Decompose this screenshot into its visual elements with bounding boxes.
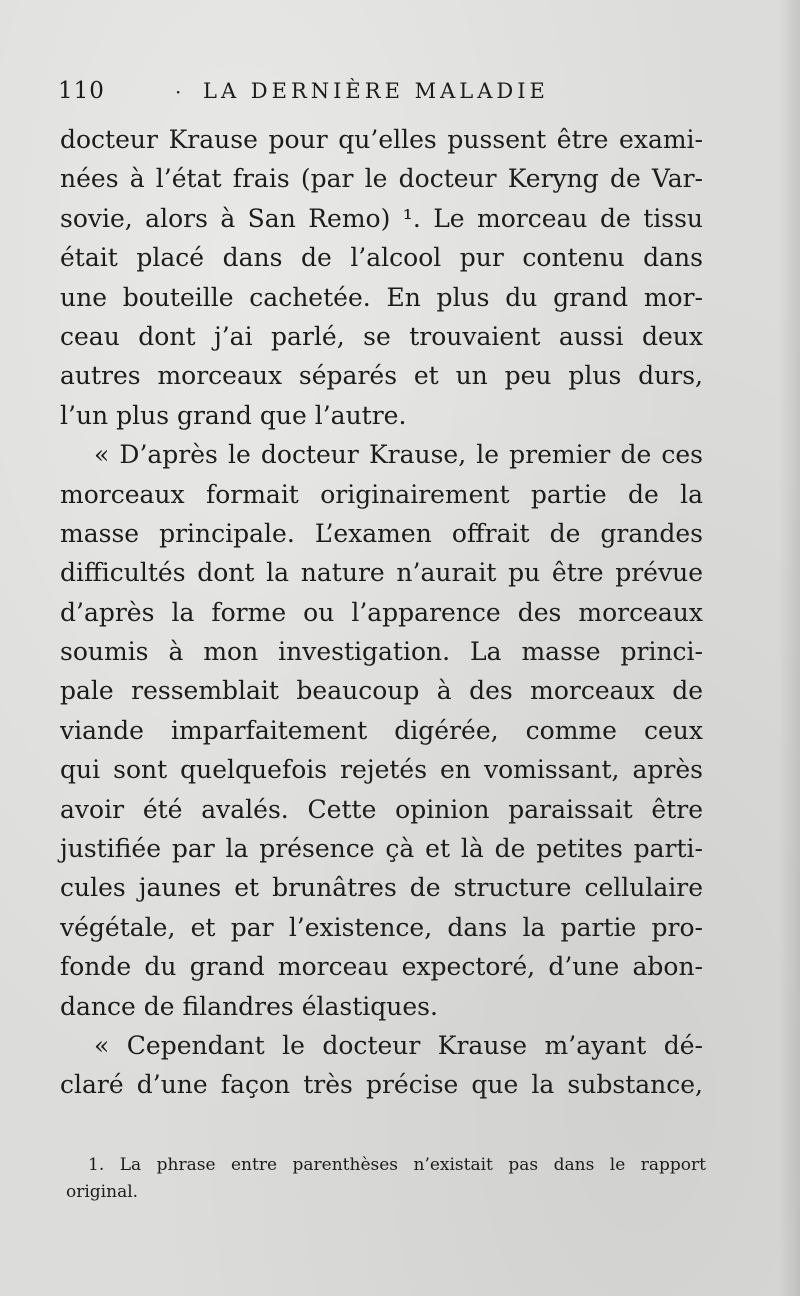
text-line: fonde du grand morceau expectoré, d’une abon- [60,952,703,982]
text-line: avoir été avalés. Cette opinion paraissait être [60,794,703,824]
footnote-line: 1. La phrase entre parenthèses n’existait pas dans le rapport [88,1155,706,1175]
text-line: végétale, et par l’existence, dans la partie pro- [60,912,703,942]
page-edge-shadow [778,0,800,1296]
text-line: viande imparfaitement digérée, comme ceux [60,715,703,745]
text-line: autres morceaux séparés et un peu plus durs, [60,361,703,391]
text-line: « Cependant le docteur Krause m’ayant dé- [94,1030,703,1060]
text-line: était placé dans de l’alcool pur contenu dans [60,243,703,273]
main-text [60,120,703,1105]
text-line: difficultés dont la nature n’aurait pu être prévue [60,558,703,588]
text-line: cules jaunes et brunâtres de structure cellulaire [60,873,703,903]
text-line: ceau dont j’ai parlé, se trouvaient aussi deux [60,321,703,351]
text-line: morceaux formait originairement partie de la [60,479,703,509]
page-number: 110 [58,78,105,104]
text-line: justifiée par la présence çà et là de petites parti- [60,834,703,864]
running-title: LA DERNIÈRE MALADIE [203,79,549,103]
text-line: l’un plus grand que l’autre. [60,400,407,430]
text-line: masse principale. L’examen offrait de grandes [60,518,703,548]
text-line: qui sont quelquefois rejetés en vomissant, après [60,755,703,785]
header-separator: · [175,80,182,104]
text-line: d’après la forme ou l’apparence des morceaux [60,597,703,627]
text-line: claré d’une façon très précise que la substance, [60,1070,703,1100]
footnote-line: original. [66,1182,139,1202]
text-line: pale ressemblait beaucoup à des morceaux de [60,676,703,706]
page-header [58,78,698,112]
text-line: « D’après le docteur Krause, le premier de ces [94,440,703,470]
text-line: nées à l’état frais (par le docteur Keryng de Var- [60,164,703,194]
text-line: soumis à mon investigation. La masse princi- [60,637,703,667]
text-line: docteur Krause pour qu’elles pussent être exami- [60,125,703,154]
text-line: dance de filandres élastiques. [60,991,438,1021]
text-line: une bouteille cachetée. En plus du grand mor- [60,282,703,312]
text-line: sovie, alors à San Remo) ¹. Le morceau de tissu [60,203,703,233]
footnote [66,1152,706,1206]
